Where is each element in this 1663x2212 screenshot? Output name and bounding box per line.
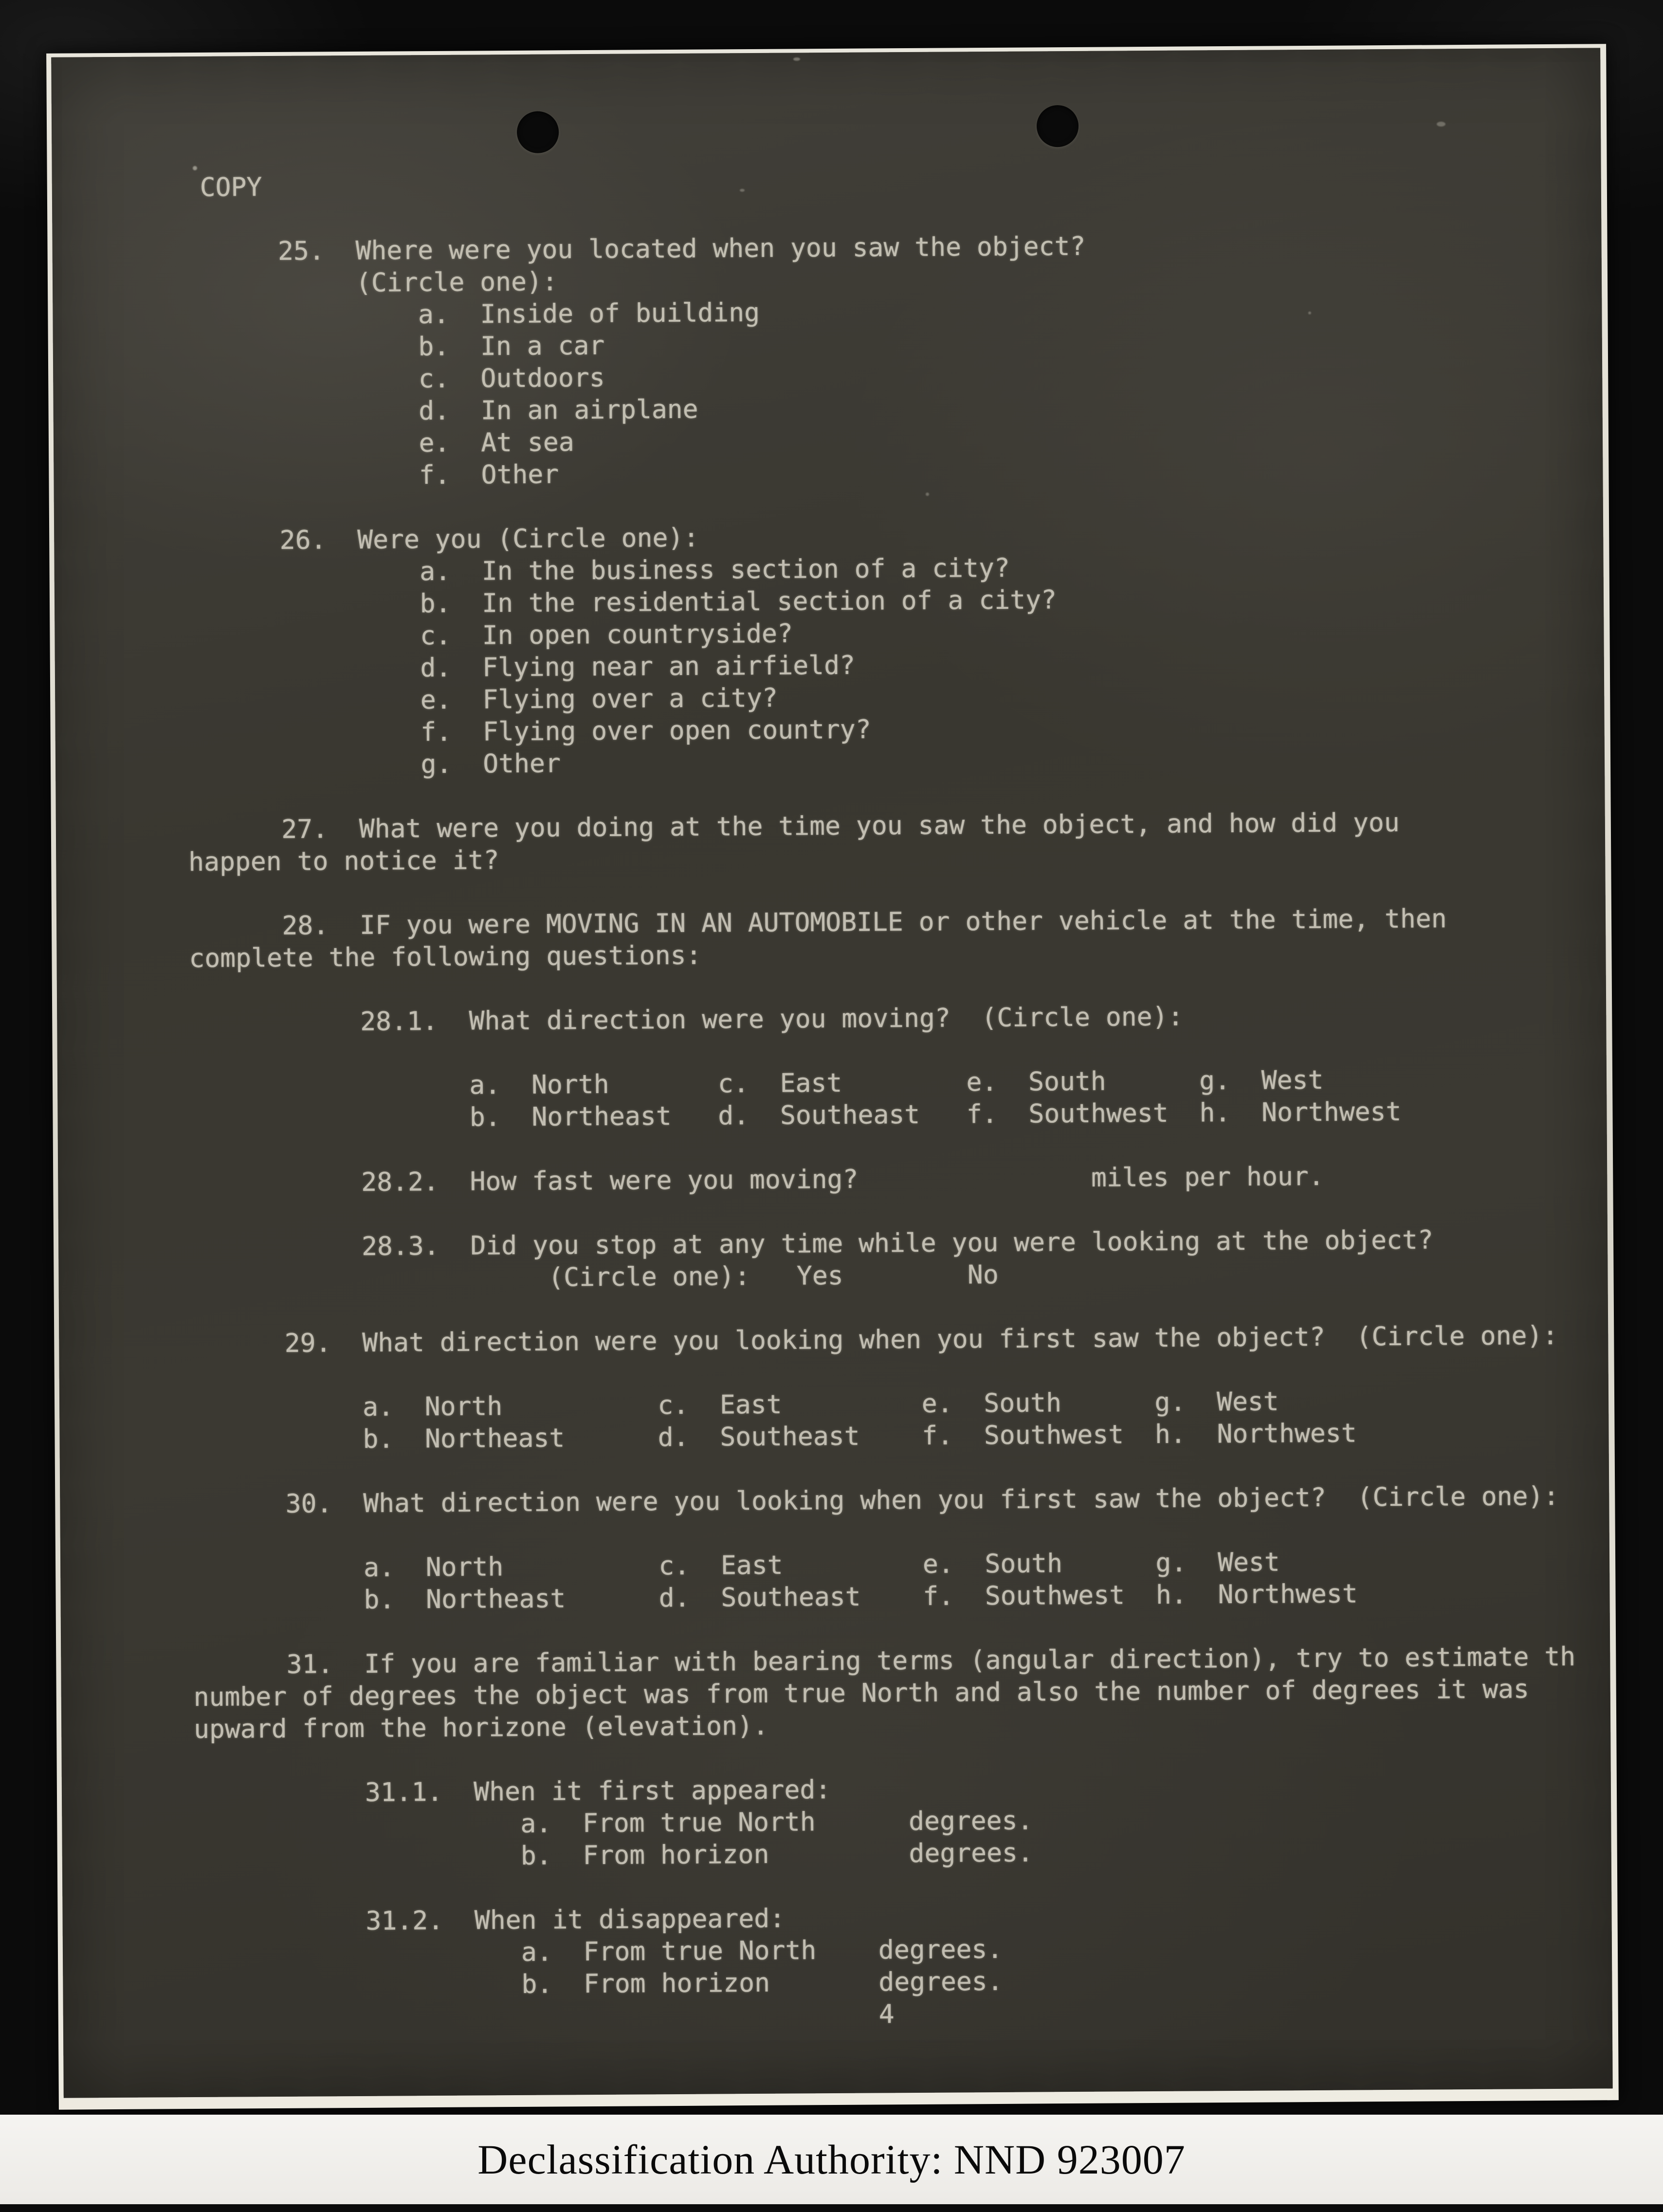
document-text: COPY 25. Where were you located when you saw the object? (Circle one): a. Inside of building b. In a car c. Outdoors d. In an airplane e. At sea f. Other 26. Were you (Circle one): a. In the business section of a city? b. In the residential section of a city? c. In open countryside? d. Flying near an airfield? e. Flying over a city? f. Flying over open country? g. Other 27. What were you doing at the time you saw the object, and how did you happen to notice it? 28. IF you were MOVING IN AN AUTOMOBILE or other vehicle at the time, then complete the following questions: 28.1. What direction were you moving? (Circle one): a. North c. East e. South g. West b. Northeast d. Southeast f. Southwest h. Northwest 28.2. How fast were you moving? miles per hour. 28.3. Did you stop at any time while you were looking at the object? (Circle one): Yes No 29. What direction were you looking when you first saw the object? (Circle one): a. North c. East e. South g. West b. Northeast d. Southeast f. Southwest h. Northwest 30. What direction were you looking when you first saw the object? (Circle one): a. North c. East e. South g. West b. Northeast d. Southeast f. Southwest h. Northwest 31. If you are familiar with bearing terms (angular direction), try to estimate th number of degrees the object was from true North and also the number of degrees it was upward from the horizone (elevation). 31.1. When it first appeared: a. From true North degrees. b. From horizon degrees. 31.2. When it disappeared: a. From true North degrees. b. From horizon degrees. 4	[184, 172, 1576, 2034]
paper-edge	[46, 44, 1619, 2109]
scan-speck	[1308, 311, 1311, 314]
scan-speck	[926, 493, 929, 496]
declassification-text: Declassification Authority: NND 923007	[477, 2136, 1186, 2183]
scan-speck	[793, 57, 800, 61]
scan-speck	[193, 166, 197, 170]
punch-hole-right	[1037, 105, 1079, 147]
declassification-footer	[0, 2115, 1663, 2204]
scan-speck	[740, 189, 745, 192]
document-page	[51, 48, 1613, 2098]
scan-speck	[1437, 122, 1445, 127]
punch-hole-left	[517, 111, 559, 153]
